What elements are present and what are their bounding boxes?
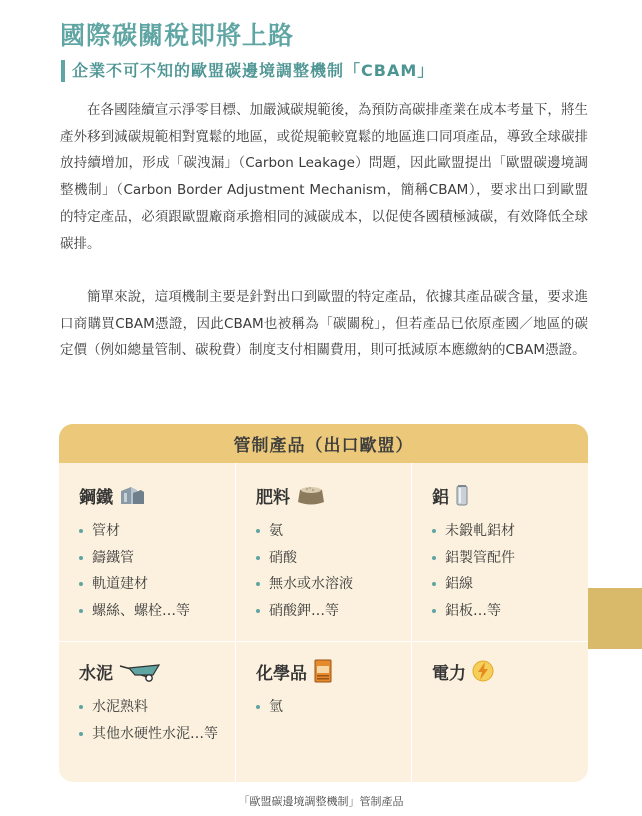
list-item: 氨 <box>256 518 353 545</box>
category-steel <box>79 482 190 624</box>
category-electricity <box>432 658 494 684</box>
intro-paragraph: 在各國陸續宣示淨零目標、加嚴減碳規範後，為預防高碳排產業在成本考量下，將生產外移到減碳規範相對寬鬆的地區，或從規範較寬鬆的地區進口同項產品，導致全球碳排放持續增加，形成「碳洩漏」（Carbon Leakage）問題，因此歐盟提出「歐盟碳邊境調整機制」（Carbon Border Adjustment Mechanism，簡稱CBAM），要求出口到歐盟的特定產品，必須跟歐盟廠商承擔相同的減碳成本，以促使各國積極減碳，有效降低全球碳排。 <box>60 102 588 252</box>
category-chemicals <box>256 658 333 721</box>
list-item: 硝酸 <box>256 545 353 572</box>
category-title: 化學品 <box>256 663 307 684</box>
steel-beam-icon <box>119 484 145 506</box>
category-title: 鋁 <box>432 487 449 508</box>
explanation-paragraph: 簡單來說，這項機制主要是針對出口到歐盟的特定產品，依據其產品碳含量，要求進口商購買CBAM憑證，因此CBAM也被稱為「碳關稅」，但若產品已依原產國／地區的碳定價（例如總量管制、碳稅費）制度支付相關費用，則可抵減原本應繳納的CBAM憑證。 <box>60 289 588 359</box>
subtitle: 企業不可不知的歐盟碳邊境調整機制「CBAM」 <box>72 61 435 80</box>
list-item: 鋁製管配件 <box>432 545 515 572</box>
category-aluminum <box>432 482 515 624</box>
subtitle-accent-bar <box>61 60 65 82</box>
fertilizer-sack-icon <box>296 484 326 506</box>
list-item: 硝酸鉀…等 <box>256 598 353 625</box>
list-item: 氫 <box>256 694 333 721</box>
category-fertilizer <box>256 482 353 624</box>
wheelbarrow-icon <box>119 660 161 682</box>
chemical-container-icon <box>313 659 333 683</box>
list-item: 無水或水溶液 <box>256 571 353 598</box>
category-title: 鋼鐵 <box>79 487 113 508</box>
list-item: 鋁板…等 <box>432 598 515 625</box>
list-item: 未鍛軋鋁材 <box>432 518 515 545</box>
category-cement <box>79 658 218 747</box>
list-item: 其他水硬性水泥…等 <box>79 721 218 748</box>
list-item: 管材 <box>79 518 190 545</box>
grid-divider <box>235 463 236 782</box>
figure-caption: 「歐盟碳邊境調整機制」管制產品 <box>238 795 404 808</box>
category-title: 水泥 <box>79 663 113 684</box>
page-title: 國際碳關稅即將上路 <box>60 21 295 50</box>
aluminum-can-icon <box>455 484 469 506</box>
lightning-icon <box>472 659 494 683</box>
category-title: 電力 <box>432 663 466 684</box>
list-item: 鋁線 <box>432 571 515 598</box>
list-item: 水泥熟料 <box>79 694 218 721</box>
list-item: 軌道建材 <box>79 571 190 598</box>
list-item: 螺絲、螺栓…等 <box>79 598 190 625</box>
side-tab <box>588 588 642 649</box>
list-item: 鑄鐵管 <box>79 545 190 572</box>
panel-header: 管制產品（出口歐盟） <box>59 424 588 463</box>
grid-divider <box>411 463 412 782</box>
grid-divider <box>59 641 588 642</box>
category-title: 肥料 <box>256 487 290 508</box>
regulated-products-panel <box>59 424 588 782</box>
